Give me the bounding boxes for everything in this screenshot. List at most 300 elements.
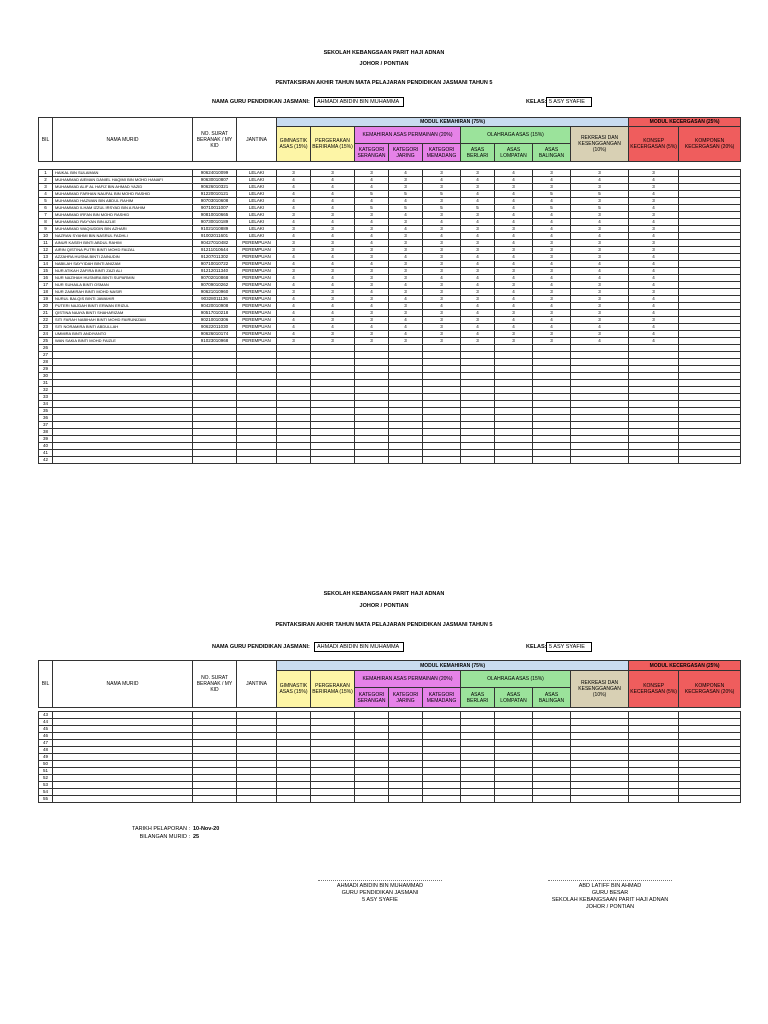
row-empty-cell <box>679 408 741 415</box>
row-student-name: NUR ATIKAH ZAFIRA BINTI ZAZI ALI <box>53 268 193 275</box>
row-empty-cell <box>53 394 193 401</box>
table-row <box>39 796 741 803</box>
row-bil: 19 <box>39 296 53 303</box>
row-empty-cell <box>277 429 311 436</box>
row-gender: PEREMPUAN <box>237 317 277 324</box>
row-empty-cell <box>53 768 193 775</box>
row-empty-cell <box>311 422 355 429</box>
row-score: 4 <box>389 296 423 303</box>
row-empty-cell <box>311 359 355 366</box>
row-score: 5 <box>389 205 423 212</box>
row-empty-cell <box>629 450 679 457</box>
row-empty-cell <box>193 450 237 457</box>
row-empty-cell <box>461 359 495 366</box>
row-empty-cell <box>629 429 679 436</box>
row-score: 3 <box>461 240 495 247</box>
row-empty-cell <box>679 429 741 436</box>
row-empty-cell <box>53 733 193 740</box>
row-empty-cell <box>423 415 461 422</box>
row-score: 4 <box>533 324 571 331</box>
class-label-p2: KELAS: <box>526 644 547 650</box>
row-score: 3 <box>423 310 461 317</box>
row-student-id: 90709010262 <box>193 282 237 289</box>
row-score: 3 <box>423 261 461 268</box>
row-empty-cell <box>277 380 311 387</box>
table-row <box>39 789 741 796</box>
row-gender: PEREMPUAN <box>237 282 277 289</box>
row-empty-cell <box>679 436 741 443</box>
row-score: 4 <box>277 310 311 317</box>
row-bil: 20 <box>39 303 53 310</box>
table-row <box>39 296 741 303</box>
row-empty-cell <box>679 789 741 796</box>
row-empty-cell <box>237 443 277 450</box>
row-student-name: MUHAMMAD ALIF AL HAFIZ BIN AHMAD YAZID <box>53 184 193 191</box>
row-score: 3 <box>571 289 629 296</box>
row-empty-cell <box>533 394 571 401</box>
row-score: 3 <box>629 247 679 254</box>
row-score: 3 <box>311 226 355 233</box>
row-empty-cell <box>237 352 277 359</box>
row-score: 4 <box>495 275 533 282</box>
row-score: 4 <box>355 198 389 205</box>
row-empty-cell <box>679 380 741 387</box>
row-empty-cell <box>237 408 277 415</box>
row-gender: LELAKI <box>237 198 277 205</box>
header-kat-memadang: KATEGORI MEMADANG <box>426 146 457 159</box>
row-empty-cell <box>311 733 355 740</box>
row-empty-cell <box>355 366 389 373</box>
row-bil: 29 <box>39 366 53 373</box>
row-score: 3 <box>389 247 423 254</box>
report-title-p2: PENTAKSIRAN AKHIR TAHUN MATA PELAJARAN PENDIDIKAN JASMANI TAHUN 5 <box>275 622 493 628</box>
row-student-name: NURUL BALQIS BINTI JAWAHIR <box>53 296 193 303</box>
row-empty-cell <box>679 450 741 457</box>
row-gender: PEREMPUAN <box>237 303 277 310</box>
row-empty-cell <box>533 712 571 719</box>
row-empty-cell <box>495 789 533 796</box>
row-score: 4 <box>277 296 311 303</box>
row-student-id: 90622011030 <box>193 324 237 331</box>
row-bil: 3 <box>39 184 53 191</box>
row-empty-cell <box>237 761 277 768</box>
row-score: 3 <box>495 331 533 338</box>
row-empty-cell <box>571 450 629 457</box>
row-student-name: MUHAMMAD HAZWAN BIN ABDUL RAHIM <box>53 198 193 205</box>
row-empty-cell <box>571 352 629 359</box>
row-score: 3 <box>277 226 311 233</box>
row-bil: 15 <box>39 268 53 275</box>
row-empty-cell <box>237 450 277 457</box>
row-empty-cell <box>495 352 533 359</box>
row-score: 3 <box>355 317 389 324</box>
row-empty-cell <box>571 768 629 775</box>
row-score: 5 <box>355 205 389 212</box>
row-student-id: 91023010968 <box>193 338 237 345</box>
row-student-id: 90702010868 <box>193 275 237 282</box>
row-student-name: AZZAHRA HUSNA BINTI ZAINUDIN <box>53 254 193 261</box>
row-score: 4 <box>629 275 679 282</box>
row-empty-cell <box>461 387 495 394</box>
district-p2: JOHOR / PONTIAN <box>359 603 409 609</box>
row-score: 3 <box>423 338 461 345</box>
row-bil: 2 <box>39 177 53 184</box>
row-score: 3 <box>571 317 629 324</box>
row-empty-cell <box>355 373 389 380</box>
row-empty-cell <box>533 726 571 733</box>
row-empty-cell <box>423 796 461 803</box>
row-bil: 9 <box>39 226 53 233</box>
row-empty-cell <box>533 387 571 394</box>
row-empty-cell <box>237 401 277 408</box>
row-empty-cell <box>311 401 355 408</box>
table-row <box>39 761 741 768</box>
row-empty-cell <box>237 457 277 464</box>
row-score: 3 <box>389 177 423 184</box>
row-bil: 53 <box>39 782 53 789</box>
row-score: 4 <box>389 170 423 177</box>
row-score: 3 <box>629 289 679 296</box>
row-score: 4 <box>355 240 389 247</box>
row-empty-cell <box>629 408 679 415</box>
row-empty-cell <box>629 761 679 768</box>
row-score: 4 <box>533 212 571 219</box>
row-score: 3 <box>571 310 629 317</box>
signature-left <box>300 883 460 904</box>
row-empty-cell <box>571 740 629 747</box>
row-empty-cell <box>495 345 533 352</box>
row-empty-cell <box>355 394 389 401</box>
row-score: 5 <box>571 205 629 212</box>
row-empty-cell <box>311 768 355 775</box>
table-row <box>39 219 741 226</box>
row-bil: 33 <box>39 394 53 401</box>
row-score: 4 <box>495 254 533 261</box>
count-label: BILANGAN MURID : <box>139 834 190 840</box>
table-row <box>39 450 741 457</box>
row-empty-cell <box>679 387 741 394</box>
row-score: 3 <box>389 233 423 240</box>
row-score: 5 <box>355 191 389 198</box>
row-score: 3 <box>389 240 423 247</box>
row-empty-cell <box>533 352 571 359</box>
row-score: 4 <box>629 254 679 261</box>
row-score: 3 <box>571 198 629 205</box>
row-empty-cell <box>571 775 629 782</box>
row-empty-cell <box>53 457 193 464</box>
signature-left-name: AHMADI ABIDIN BIN MUHAMMAD <box>336 883 424 889</box>
row-empty-cell <box>571 387 629 394</box>
row-bil: 39 <box>39 436 53 443</box>
row-empty-cell <box>193 761 237 768</box>
row-empty-cell <box>679 457 741 464</box>
row-bil: 43 <box>39 712 53 719</box>
row-empty-cell <box>629 733 679 740</box>
row-empty-cell <box>237 366 277 373</box>
row-score: 3 <box>423 317 461 324</box>
row-student-id: 91220010121 <box>193 191 237 198</box>
row-empty-cell <box>423 747 461 754</box>
row-score: 3 <box>533 289 571 296</box>
row-empty-cell <box>193 782 237 789</box>
row-score: 3 <box>571 247 629 254</box>
row-score: 3 <box>277 268 311 275</box>
row-empty-cell <box>629 436 679 443</box>
row-empty-cell <box>389 422 423 429</box>
row-empty-cell <box>571 761 629 768</box>
row-empty-cell <box>277 747 311 754</box>
row-empty-cell <box>629 789 679 796</box>
row-empty-cell <box>461 719 495 726</box>
table-row <box>39 345 741 352</box>
row-score: 4 <box>629 191 679 198</box>
row-score: 3 <box>533 296 571 303</box>
row-empty-cell <box>571 408 629 415</box>
row-student-name: NUR ZAIMIRAH BINTI MOHD NASIR <box>53 289 193 296</box>
row-empty-cell <box>355 775 389 782</box>
row-empty-cell <box>311 740 355 747</box>
row-score: 3 <box>311 338 355 345</box>
row-student-name: PUTERI NAJDAH BINTI ERWAN ERIZUL <box>53 303 193 310</box>
row-empty-cell <box>53 712 193 719</box>
row-empty-cell <box>461 345 495 352</box>
row-empty-cell <box>423 443 461 450</box>
row-empty-cell <box>53 443 193 450</box>
row-bil: 24 <box>39 331 53 338</box>
table-row <box>39 457 741 464</box>
row-empty-cell <box>193 796 237 803</box>
row-score: 4 <box>277 331 311 338</box>
row-empty-cell <box>679 212 741 219</box>
row-empty-cell <box>389 754 423 761</box>
row-empty-cell <box>389 373 423 380</box>
signature-left-class: 5 ASY SYAFIE <box>362 897 398 903</box>
row-empty-cell <box>355 359 389 366</box>
row-empty-cell <box>389 429 423 436</box>
row-score: 4 <box>311 324 355 331</box>
row-empty-cell <box>193 768 237 775</box>
row-bil: 25 <box>39 338 53 345</box>
row-empty-cell <box>193 380 237 387</box>
row-bil: 42 <box>39 457 53 464</box>
row-empty-cell <box>679 768 741 775</box>
table-row <box>39 282 741 289</box>
row-empty-cell <box>461 782 495 789</box>
row-empty-cell <box>53 754 193 761</box>
row-score: 4 <box>277 219 311 226</box>
row-empty-cell <box>629 422 679 429</box>
school-name: SEKOLAH KEBANGSAAN PARIT HAJI ADNAN <box>323 50 445 56</box>
row-empty-cell <box>679 226 741 233</box>
table-row <box>39 380 741 387</box>
row-empty-cell <box>237 789 277 796</box>
row-empty-cell <box>423 345 461 352</box>
row-empty-cell <box>571 754 629 761</box>
row-score: 4 <box>495 212 533 219</box>
row-score: 3 <box>495 310 533 317</box>
row-bil: 38 <box>39 429 53 436</box>
row-empty-cell <box>423 359 461 366</box>
row-empty-cell <box>389 415 423 422</box>
row-score: 4 <box>311 310 355 317</box>
row-empty-cell <box>311 436 355 443</box>
row-empty-cell <box>679 296 741 303</box>
row-score: 4 <box>277 205 311 212</box>
row-score: 3 <box>461 184 495 191</box>
row-empty-cell <box>461 775 495 782</box>
row-student-name: MUHAMMAD IRFAN BIN MOHD RASHID <box>53 212 193 219</box>
row-empty-cell <box>389 775 423 782</box>
row-empty-cell <box>495 768 533 775</box>
row-empty-cell <box>193 719 237 726</box>
table-row <box>39 429 741 436</box>
row-score: 3 <box>355 268 389 275</box>
row-score: 4 <box>533 282 571 289</box>
row-empty-cell <box>423 401 461 408</box>
row-empty-cell <box>629 712 679 719</box>
row-empty-cell <box>571 380 629 387</box>
row-empty-cell <box>277 733 311 740</box>
row-score: 3 <box>495 184 533 191</box>
row-score: 5 <box>423 205 461 212</box>
row-empty-cell <box>679 401 741 408</box>
header-nama: NAMA MURID <box>106 136 139 143</box>
header-balingan: ASAS BALINGAN <box>538 146 565 159</box>
row-bil: 49 <box>39 754 53 761</box>
row-empty-cell <box>193 422 237 429</box>
row-gender: LELAKI <box>237 226 277 233</box>
row-empty-cell <box>629 747 679 754</box>
row-empty-cell <box>461 408 495 415</box>
row-empty-cell <box>277 726 311 733</box>
header-modul-kemahiran-p2: MODUL KEMAHIRAN (75%) <box>420 662 486 669</box>
row-score: 3 <box>495 247 533 254</box>
row-empty-cell <box>461 436 495 443</box>
row-student-id: 90810010665 <box>193 212 237 219</box>
row-empty-cell <box>355 740 389 747</box>
row-bil: 7 <box>39 212 53 219</box>
header-nama-p2: NAMA MURID <box>106 681 139 687</box>
row-empty-cell <box>533 719 571 726</box>
row-score: 4 <box>571 268 629 275</box>
row-empty-cell <box>355 443 389 450</box>
row-score: 3 <box>571 212 629 219</box>
row-empty-cell <box>679 352 741 359</box>
row-empty-cell <box>495 450 533 457</box>
row-score: 4 <box>311 198 355 205</box>
row-empty-cell <box>679 170 741 177</box>
row-score: 3 <box>533 184 571 191</box>
row-empty-cell <box>629 719 679 726</box>
header-bil-p2: BIL <box>41 681 50 687</box>
row-empty-cell <box>571 747 629 754</box>
row-empty-cell <box>311 373 355 380</box>
row-bil: 12 <box>39 247 53 254</box>
row-empty-cell <box>237 768 277 775</box>
row-empty-cell <box>389 789 423 796</box>
row-empty-cell <box>277 345 311 352</box>
row-student-id: 91211010644 <box>193 247 237 254</box>
row-bil: 13 <box>39 254 53 261</box>
row-score: 3 <box>461 212 495 219</box>
row-score: 3 <box>571 170 629 177</box>
row-score: 4 <box>495 198 533 205</box>
row-empty-cell <box>533 401 571 408</box>
row-score: 5 <box>423 191 461 198</box>
row-score: 5 <box>571 191 629 198</box>
row-score: 3 <box>571 331 629 338</box>
row-empty-cell <box>53 366 193 373</box>
row-empty-cell <box>311 712 355 719</box>
row-empty-cell <box>355 796 389 803</box>
row-empty-cell <box>277 768 311 775</box>
row-score: 3 <box>389 219 423 226</box>
row-empty-cell <box>679 712 741 719</box>
header-lompatan: ASAS LOMPATAN <box>500 146 527 159</box>
row-score: 4 <box>355 219 389 226</box>
row-empty-cell <box>193 352 237 359</box>
row-empty-cell <box>495 408 533 415</box>
row-empty-cell <box>495 747 533 754</box>
row-empty-cell <box>311 443 355 450</box>
row-score: 4 <box>423 177 461 184</box>
row-score: 4 <box>461 331 495 338</box>
row-empty-cell <box>389 733 423 740</box>
row-score: 3 <box>277 289 311 296</box>
row-score: 3 <box>629 170 679 177</box>
row-empty-cell <box>53 436 193 443</box>
row-empty-cell <box>461 796 495 803</box>
row-empty-cell <box>237 726 277 733</box>
row-empty-cell <box>533 366 571 373</box>
row-empty-cell <box>389 366 423 373</box>
row-empty-cell <box>629 373 679 380</box>
row-empty-cell <box>53 726 193 733</box>
row-score: 4 <box>495 261 533 268</box>
row-gender: LELAKI <box>237 191 277 198</box>
row-score: 3 <box>495 338 533 345</box>
row-score: 4 <box>629 296 679 303</box>
row-score: 3 <box>423 170 461 177</box>
row-empty-cell <box>311 450 355 457</box>
row-score: 4 <box>629 338 679 345</box>
row-empty-cell <box>495 761 533 768</box>
row-score: 3 <box>355 296 389 303</box>
row-empty-cell <box>389 740 423 747</box>
row-bil: 45 <box>39 726 53 733</box>
row-empty-cell <box>423 726 461 733</box>
row-student-name: MUHAMMAD WAQIUDDIN BIN AZHARI <box>53 226 193 233</box>
row-empty-cell <box>679 747 741 754</box>
row-empty-cell <box>533 359 571 366</box>
row-score: 4 <box>571 177 629 184</box>
row-score: 4 <box>355 289 389 296</box>
row-empty-cell <box>679 422 741 429</box>
teacher-label: NAMA GURU PENDIDIKAN JASMANI: <box>212 99 310 105</box>
row-score: 4 <box>311 275 355 282</box>
row-empty-cell <box>629 740 679 747</box>
row-bil: 22 <box>39 317 53 324</box>
row-empty-cell <box>423 457 461 464</box>
row-student-name: NAZRAN SYAHMI BIN NASRUL FADHLI <box>53 233 193 240</box>
row-empty-cell <box>423 450 461 457</box>
row-empty-cell <box>389 380 423 387</box>
signature-line-left <box>318 880 442 881</box>
row-score: 3 <box>533 240 571 247</box>
row-bil: 6 <box>39 205 53 212</box>
row-empty-cell <box>193 345 237 352</box>
row-score: 3 <box>533 310 571 317</box>
